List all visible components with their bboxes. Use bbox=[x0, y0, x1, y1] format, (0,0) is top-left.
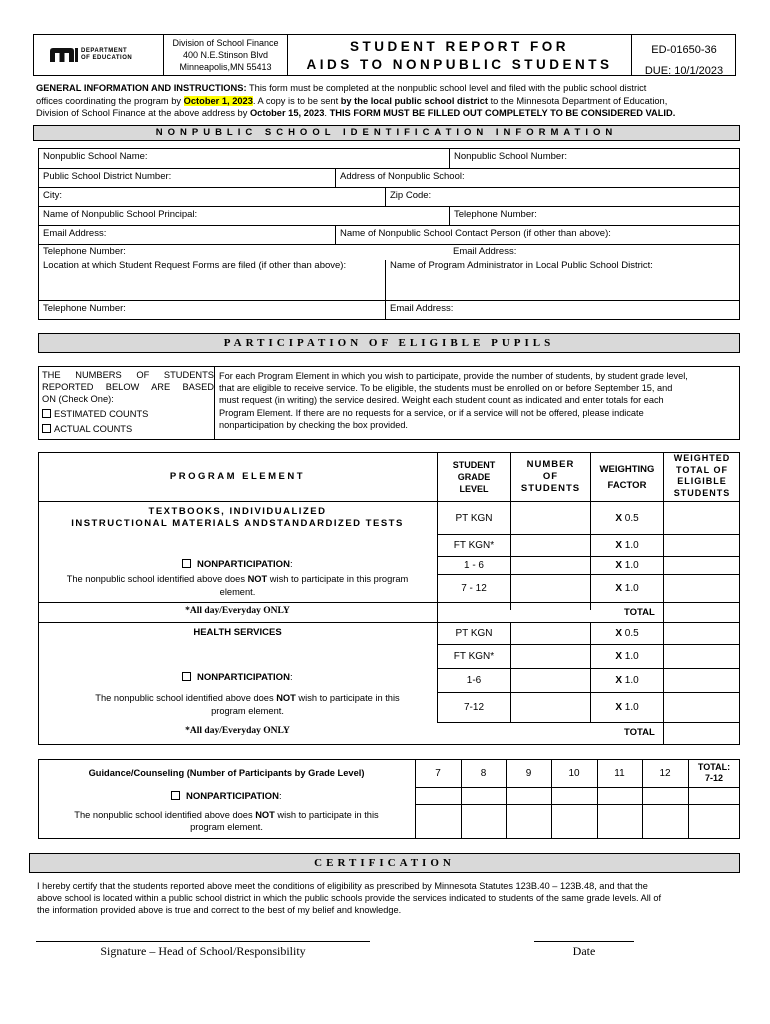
participation-instructions bbox=[219, 370, 739, 431]
multiply-sign: X bbox=[615, 540, 622, 551]
title-line: AIDS TO NONPUBLIC STUDENTS bbox=[306, 57, 613, 72]
guidance-total-header bbox=[688, 762, 740, 784]
textbooks-nonparticipation-checkbox[interactable] bbox=[182, 559, 191, 568]
field-label: Location at which Student Request Forms are filed (if other than above): bbox=[43, 260, 347, 271]
id-section-title bbox=[33, 125, 740, 141]
multiply-sign: X bbox=[615, 675, 622, 686]
program-admin-field[interactable] bbox=[385, 260, 739, 300]
np-text: The nonpublic school identified above does bbox=[66, 574, 248, 584]
general-lead: GENERAL INFORMATION AND INSTRUCTIONS: bbox=[36, 83, 247, 93]
weighting-factor-cell bbox=[591, 557, 663, 574]
actual-counts-option[interactable] bbox=[42, 423, 214, 435]
general-instructions bbox=[36, 82, 746, 120]
health-total-label: TOTAL bbox=[624, 727, 655, 738]
request-location-field[interactable] bbox=[39, 260, 385, 300]
field-label: Nonpublic School Name: bbox=[43, 151, 148, 162]
field-label: City: bbox=[43, 190, 62, 201]
header-text: STUDENT bbox=[452, 460, 496, 470]
number-students-header bbox=[511, 459, 590, 495]
address-line: 400 N.E.Stinson Blvd bbox=[182, 50, 269, 60]
np-emphasis: NOT bbox=[247, 574, 268, 584]
field-label: Email Address: bbox=[453, 246, 517, 257]
weighted-total-input[interactable] bbox=[664, 645, 740, 668]
weighting-factor-cell bbox=[591, 669, 663, 692]
basis-text: REPORTED BELOW ARE BASED bbox=[42, 382, 214, 392]
mde-logo bbox=[50, 46, 155, 64]
weighting-factor-cell bbox=[591, 623, 663, 644]
np-text: wish to participate in this bbox=[274, 810, 379, 820]
np-emphasis: NOT bbox=[255, 810, 275, 820]
option-label: ACTUAL COUNTS bbox=[54, 424, 133, 434]
program-element-header: PROGRAM ELEMENT bbox=[169, 471, 306, 482]
certification-line: the information provided above is true and correct to the best of my belief and knowledge. bbox=[37, 905, 402, 915]
due-date: DUE: 10/1/2023 bbox=[644, 65, 724, 77]
header-text: ELIGIBLE bbox=[677, 476, 727, 486]
weighting-factor-cell bbox=[591, 645, 663, 668]
factor-value: 1.0 bbox=[624, 583, 639, 594]
np-text: wish to participate in this bbox=[295, 693, 400, 703]
district-number-field[interactable] bbox=[39, 168, 335, 187]
weighting-factor-cell bbox=[591, 575, 663, 602]
student-count-input[interactable] bbox=[511, 504, 590, 534]
city-field[interactable] bbox=[39, 187, 385, 206]
factor-value: 0.5 bbox=[624, 628, 639, 639]
zip-field[interactable] bbox=[385, 187, 739, 206]
multiply-sign: X bbox=[615, 702, 622, 713]
instruction-text: . bbox=[324, 108, 327, 118]
grade-column-header: 9 bbox=[525, 768, 532, 779]
student-count-input[interactable] bbox=[511, 693, 590, 722]
certification-text bbox=[37, 880, 747, 916]
field-label: Name of Program Administrator in Local Public School District: bbox=[390, 260, 653, 271]
option-label: ESTIMATED COUNTS bbox=[54, 409, 149, 419]
grade-column-header: 11 bbox=[614, 768, 625, 779]
np-text: The nonpublic school identified above does bbox=[95, 693, 277, 703]
header-text: FACTOR bbox=[607, 480, 647, 491]
instruction-line: that are eligible to receive service. To be eligible, the students must be enrolled on or before September 15, and bbox=[219, 383, 673, 394]
header-text: WEIGHTED bbox=[673, 453, 731, 463]
np-text: program element. bbox=[211, 706, 284, 716]
grade-level-cell: FT KGN* bbox=[453, 651, 495, 662]
weighted-total-input[interactable] bbox=[664, 693, 740, 722]
instruction-line: Program Element. If there are no requests for a service, or if a service will not be offered, please indicate bbox=[219, 407, 644, 418]
logo-mark-icon bbox=[50, 48, 78, 62]
form-number: ED-01650-36 bbox=[651, 44, 717, 56]
grade-column-header: 7 bbox=[435, 768, 441, 779]
actual-checkbox[interactable] bbox=[42, 424, 51, 433]
grade-level-cell: 7-12 bbox=[463, 702, 484, 713]
field-label: Name of Nonpublic School Contact Person (if other than above): bbox=[340, 228, 611, 239]
health-nonparticipation-text bbox=[60, 692, 435, 718]
signature-label: Signature – Head of School/Responsibility bbox=[100, 944, 306, 958]
school-name-field[interactable] bbox=[39, 149, 449, 168]
weighting-factor-cell bbox=[591, 535, 663, 556]
instruction-line: nonparticipation by checking the box provided. bbox=[219, 419, 408, 430]
issuer-address bbox=[164, 37, 287, 73]
guidance-nonparticipation[interactable] bbox=[38, 791, 415, 802]
factor-value: 1.0 bbox=[624, 651, 639, 662]
header-text: TOTAL OF bbox=[676, 464, 728, 475]
division-name: Division of School Finance bbox=[172, 38, 279, 48]
instruction-text: . A copy is to be sent bbox=[252, 95, 341, 106]
textbooks-program-title bbox=[38, 506, 437, 529]
school-address-field[interactable] bbox=[335, 168, 739, 187]
deadline-date: October 15, 2023 bbox=[249, 108, 325, 118]
student-count-input[interactable] bbox=[511, 623, 590, 644]
grade-level-cell: PT KGN bbox=[455, 628, 493, 639]
telephone-field[interactable] bbox=[449, 206, 739, 225]
guidance-count-input[interactable] bbox=[597, 805, 642, 839]
email-field[interactable] bbox=[39, 225, 335, 244]
header-text: STUDENTS bbox=[520, 483, 581, 494]
row-divider bbox=[38, 501, 740, 502]
grade-level-cell: PT KGN bbox=[455, 513, 493, 524]
contact-telephone-field[interactable] bbox=[39, 244, 449, 260]
multiply-sign: X bbox=[615, 583, 622, 594]
guidance-count-input[interactable] bbox=[506, 805, 551, 839]
weighting-factor-cell bbox=[591, 504, 663, 534]
header-text: 7-12 bbox=[704, 773, 723, 783]
contact-person-field[interactable] bbox=[335, 225, 739, 244]
nonparticipation-label: NONPARTICIPATION bbox=[197, 672, 290, 683]
weighted-total-input[interactable] bbox=[664, 535, 740, 556]
field-label: Public School District Number: bbox=[43, 171, 172, 182]
grade-level-header bbox=[438, 459, 510, 495]
grade-column-header: 12 bbox=[659, 768, 671, 779]
label-colon: : bbox=[289, 559, 293, 570]
field-label: Email Address: bbox=[43, 228, 107, 239]
student-count-input[interactable] bbox=[511, 557, 590, 574]
basis-divider bbox=[214, 366, 215, 440]
admin-telephone-field[interactable] bbox=[39, 300, 385, 319]
field-label: Nonpublic School Number: bbox=[454, 151, 568, 162]
weighted-total-input[interactable] bbox=[664, 557, 740, 574]
contact-email-field[interactable] bbox=[449, 244, 739, 260]
header-text: STUDENTS bbox=[673, 487, 731, 498]
student-count-input[interactable] bbox=[511, 575, 590, 602]
row-divider bbox=[437, 722, 740, 723]
multiply-sign: X bbox=[615, 651, 622, 662]
basis-text: THE NUMBERS OF STUDENTS bbox=[42, 370, 214, 380]
address-line: Minneapolis,MN 55413 bbox=[179, 62, 272, 72]
date-label: Date bbox=[572, 944, 596, 958]
health-nonparticipation-checkbox[interactable] bbox=[182, 672, 191, 681]
guidance-nonparticipation-checkbox[interactable] bbox=[171, 791, 180, 800]
title-line: STUDENT REPORT FOR bbox=[349, 39, 569, 54]
student-count-input[interactable] bbox=[511, 669, 590, 692]
guidance-title: Guidance/Counseling (Number of Participants by Grade Level) bbox=[88, 768, 365, 778]
textbooks-nonparticipation-text bbox=[40, 573, 435, 599]
factor-value: 1.0 bbox=[624, 560, 639, 571]
field-label: Zip Code: bbox=[390, 190, 432, 201]
header-text: NUMBER bbox=[526, 459, 575, 470]
np-text: The nonpublic school identified above does bbox=[74, 810, 256, 820]
guidance-total-input[interactable] bbox=[688, 805, 740, 839]
section-title: CERTIFICATION bbox=[314, 857, 455, 869]
label-colon: : bbox=[289, 672, 293, 683]
program-title-line: TEXTBOOKS, INDIVIDUALIZED bbox=[148, 506, 327, 517]
principal-field[interactable] bbox=[39, 206, 449, 225]
count-basis bbox=[42, 369, 214, 435]
section-title: NONPUBLIC SCHOOL IDENTIFICATION INFORMATION bbox=[155, 127, 618, 138]
certification-title-bar bbox=[29, 853, 740, 873]
instruction-text: offices coordinating the program by bbox=[36, 95, 184, 106]
textbooks-nonparticipation[interactable] bbox=[38, 559, 437, 570]
factor-value: 1.0 bbox=[624, 675, 639, 686]
section-title: PARTICIPATION OF ELIGIBLE PUPILS bbox=[223, 337, 555, 349]
np-emphasis: NOT bbox=[276, 693, 296, 703]
estimated-counts-option[interactable] bbox=[42, 408, 214, 420]
basis-text: ON (Check One): bbox=[42, 394, 114, 404]
guidance-count-input[interactable] bbox=[415, 805, 461, 839]
certification-line: I hereby certify that the students reported above meet the conditions of eligibility as prescribed by Minnesota Statutes 123B.40 – 123B.48, and that the bbox=[37, 881, 648, 891]
label-colon: : bbox=[278, 791, 282, 802]
estimated-checkbox[interactable] bbox=[42, 409, 51, 418]
nonparticipation-label: NONPARTICIPATION bbox=[186, 791, 279, 802]
participation-section-title bbox=[38, 333, 740, 353]
deadline-date: October 1, 2023 bbox=[183, 95, 253, 106]
grade-level-cell: 7 - 12 bbox=[461, 583, 487, 594]
row-divider bbox=[415, 787, 740, 788]
school-number-field[interactable] bbox=[449, 149, 739, 168]
instruction-text: by the local public school district bbox=[340, 95, 488, 106]
weighting-factor-cell bbox=[591, 693, 663, 722]
grade-level-cell: 1-6 bbox=[466, 675, 482, 686]
np-text: wish to participate in this program bbox=[267, 574, 409, 584]
guidance-count-input[interactable] bbox=[551, 805, 597, 839]
grade-column-header: 8 bbox=[480, 768, 487, 779]
certification-line: above school is located within a public school district in which the public schools provide the services indicated to students of the same grade levels. All of bbox=[37, 893, 662, 903]
form-title bbox=[288, 38, 631, 74]
field-label: Address of Nonpublic School: bbox=[340, 171, 465, 182]
header-text: TOTAL: bbox=[697, 762, 731, 772]
id-info-table bbox=[38, 148, 740, 320]
weighted-total-input[interactable] bbox=[664, 623, 740, 644]
guidance-nonparticipation-text bbox=[40, 809, 413, 833]
weighted-total-input[interactable] bbox=[664, 504, 740, 534]
grade-column-header: 10 bbox=[568, 768, 580, 779]
header-text: LEVEL bbox=[459, 484, 489, 494]
field-label: Telephone Number: bbox=[43, 246, 126, 257]
row-divider bbox=[38, 602, 740, 603]
allday-note: *All day/Everyday ONLY bbox=[185, 726, 290, 736]
factor-value: 1.0 bbox=[624, 702, 639, 713]
multiply-sign: X bbox=[615, 513, 622, 524]
health-program-title: HEALTH SERVICES bbox=[193, 627, 282, 638]
logo-text: DEPARTMENT bbox=[81, 48, 128, 54]
nonparticipation-label: NONPARTICIPATION bbox=[197, 559, 290, 570]
header-text: GRADE bbox=[457, 472, 491, 482]
weighted-total-input[interactable] bbox=[664, 575, 740, 602]
weighted-total-header bbox=[664, 453, 740, 499]
guidance-count-input[interactable] bbox=[642, 805, 688, 839]
factor-value: 0.5 bbox=[624, 513, 639, 524]
weighted-total-input[interactable] bbox=[664, 669, 740, 692]
field-label: Telephone Number: bbox=[43, 303, 126, 314]
student-count-input[interactable] bbox=[511, 535, 590, 556]
header-text: WEIGHTING bbox=[599, 464, 655, 475]
student-count-input[interactable] bbox=[511, 645, 590, 668]
instruction-line: must request (in writing) the service desired. Weight each student count as indicated and enter totals for each bbox=[219, 395, 664, 406]
weighting-factor-header bbox=[591, 462, 663, 494]
multiply-sign: X bbox=[615, 628, 622, 639]
factor-value: 1.0 bbox=[624, 540, 639, 551]
field-label: Telephone Number: bbox=[454, 209, 537, 220]
grade-level-cell: FT KGN* bbox=[453, 540, 495, 551]
instruction-text: Division of School Finance at the above address by bbox=[36, 108, 250, 118]
instruction-line: For each Program Element in which you wish to participate, provide the number of students, by student grade level, bbox=[219, 371, 688, 381]
multiply-sign: X bbox=[615, 560, 622, 571]
field-label: Name of Nonpublic School Principal: bbox=[43, 209, 198, 220]
field-label: Email Address: bbox=[390, 303, 454, 314]
allday-note: *All day/Everyday ONLY bbox=[185, 606, 290, 616]
form-id bbox=[632, 40, 736, 82]
date-line[interactable] bbox=[534, 941, 634, 942]
signature-line[interactable] bbox=[36, 941, 370, 942]
grade-level-cell: 1 - 6 bbox=[463, 560, 484, 571]
textbooks-total-label: TOTAL bbox=[624, 607, 655, 618]
np-text: element. bbox=[219, 587, 256, 597]
instruction-text: This form must be completed at the nonpublic school level and filed with the public school district bbox=[248, 83, 647, 93]
np-text: program element. bbox=[190, 822, 263, 832]
admin-email-field[interactable] bbox=[385, 300, 739, 319]
program-title-line: INSTRUCTIONAL MATERIALS ANDSTANDARDIZED TESTS bbox=[71, 517, 404, 529]
header-text: OF bbox=[542, 471, 559, 482]
instruction-text: to the Minnesota Department of Education, bbox=[487, 95, 668, 106]
guidance-count-input[interactable] bbox=[461, 805, 506, 839]
health-nonparticipation[interactable] bbox=[38, 672, 437, 683]
validity-notice: THIS FORM MUST BE FILLED OUT COMPLETELY TO BE CONSIDERED VALID. bbox=[329, 108, 676, 118]
logo-text: OF EDUCATION bbox=[81, 55, 133, 61]
